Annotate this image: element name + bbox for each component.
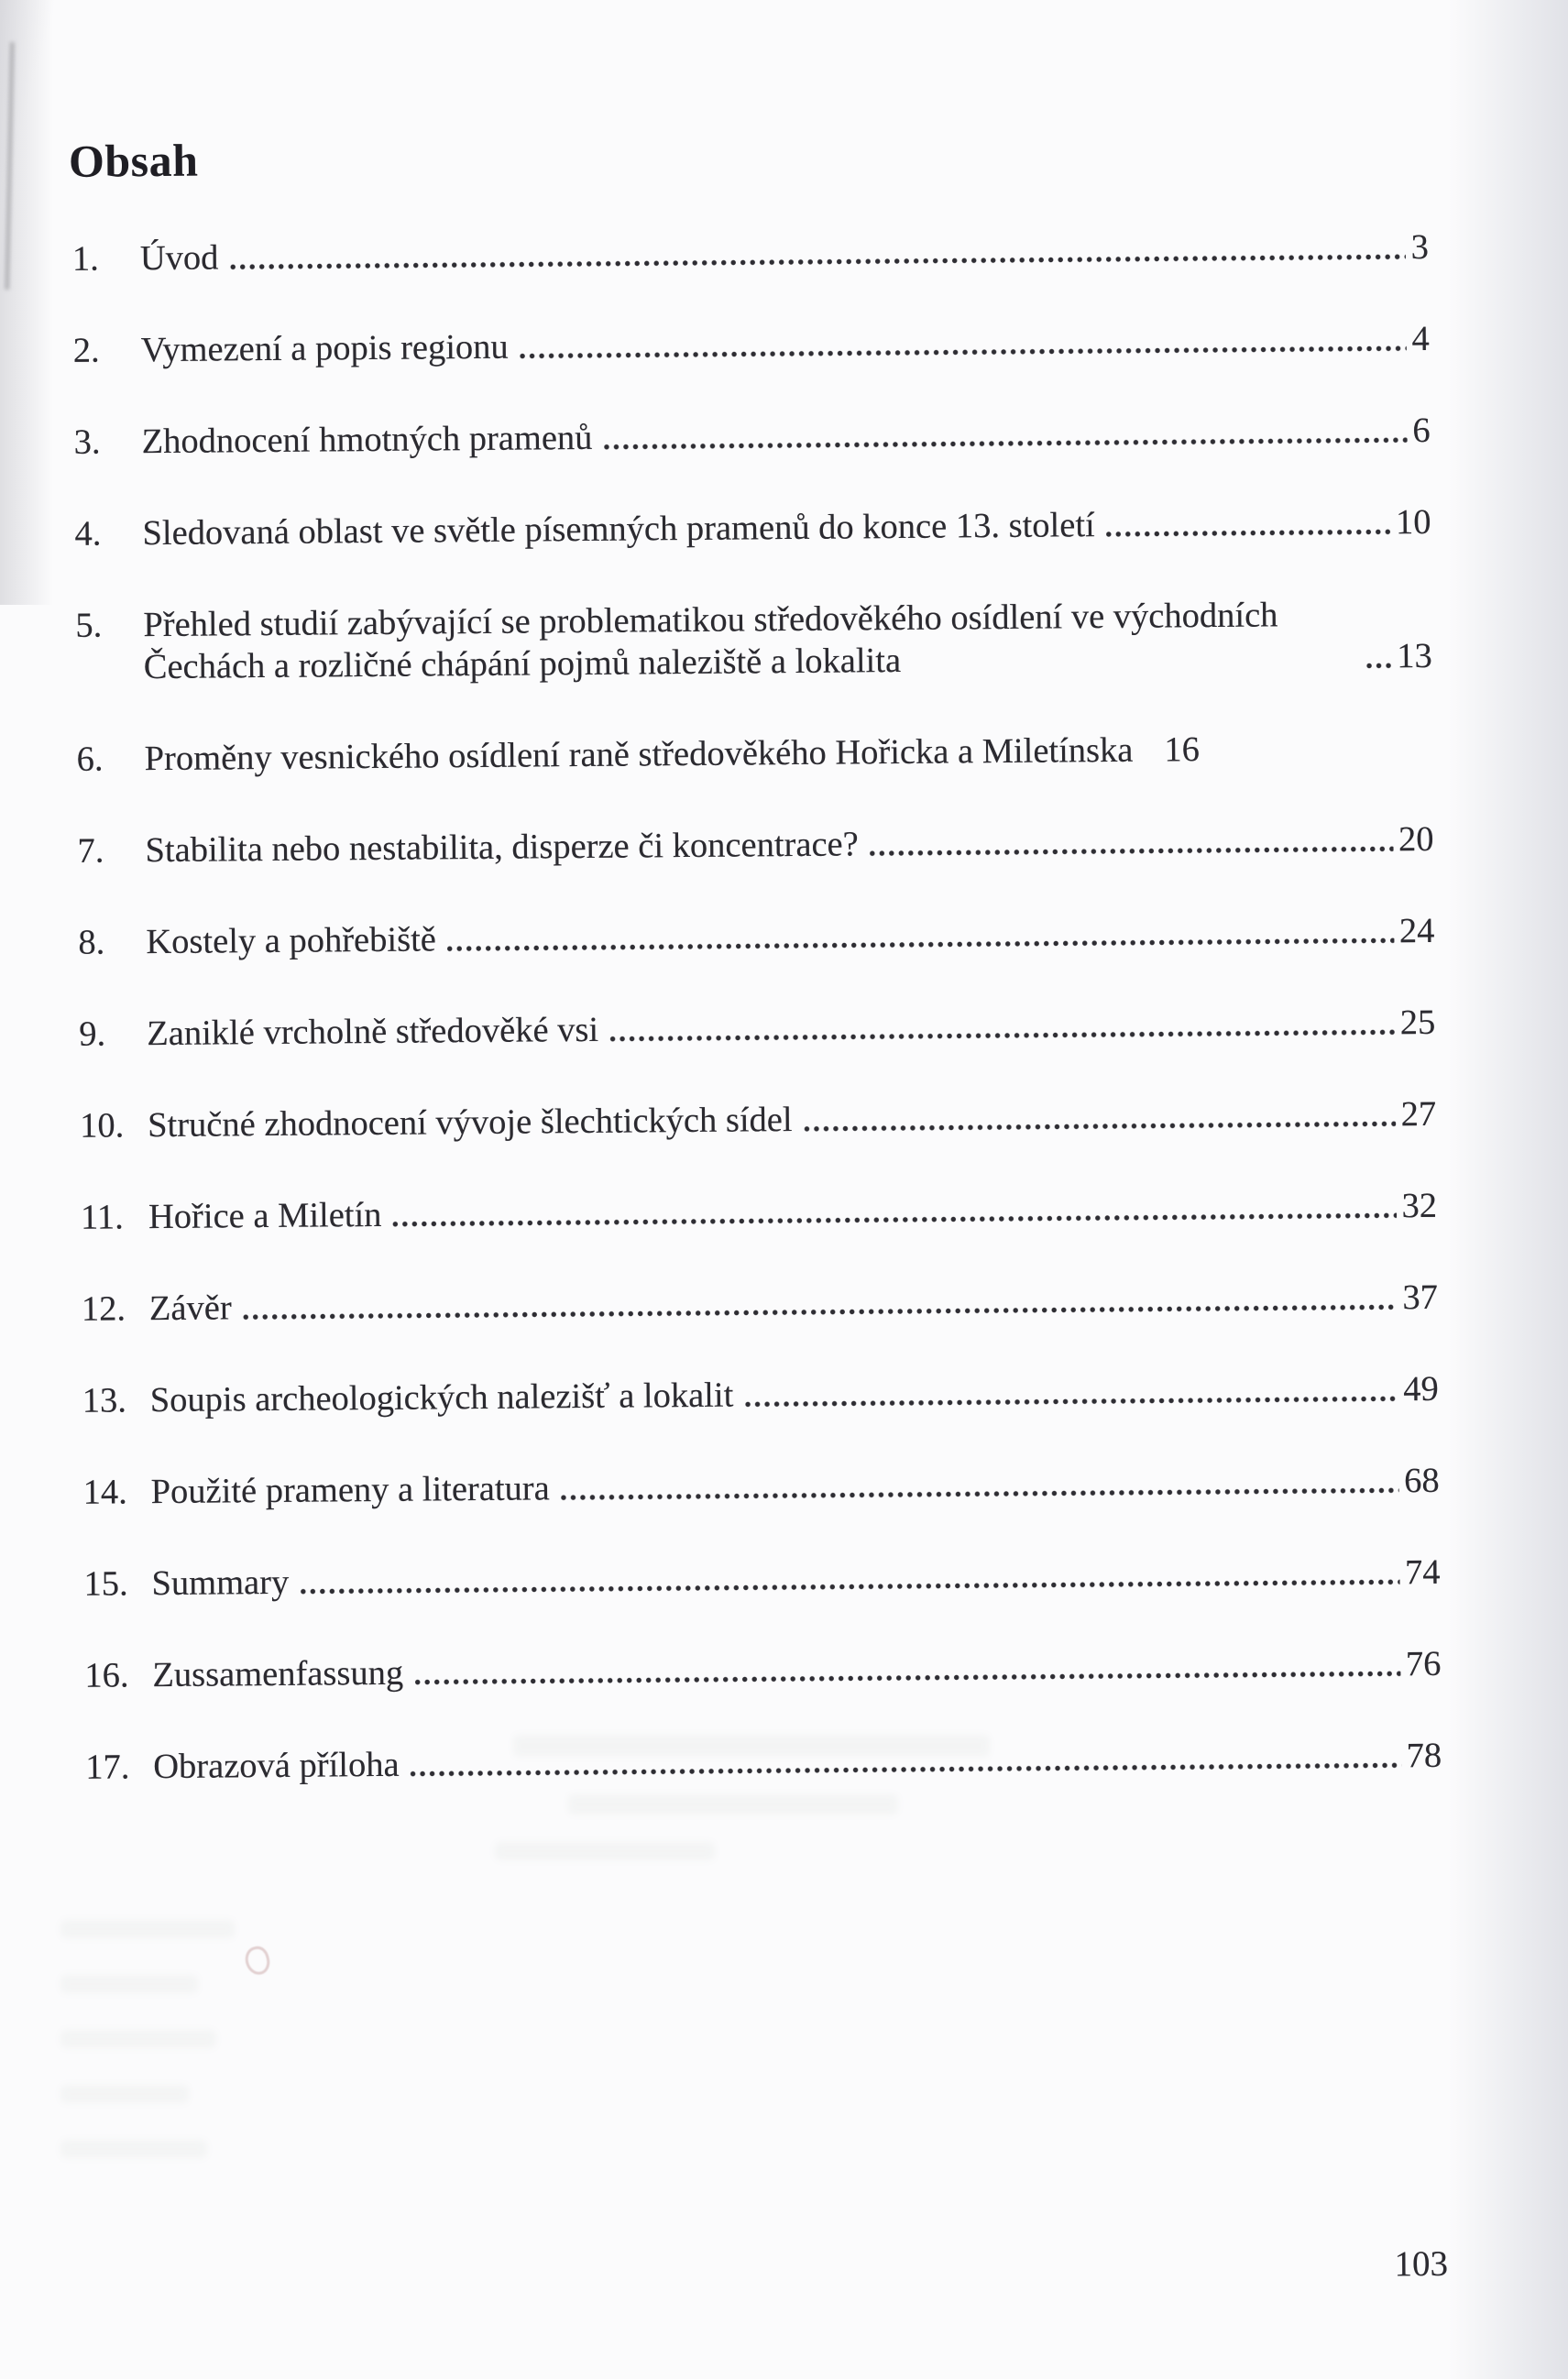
toc-entry-body bbox=[140, 226, 1429, 280]
dot-leader bbox=[1142, 754, 1158, 765]
toc-entry-number: 5. bbox=[75, 606, 103, 645]
toc-entry-number: 3. bbox=[73, 422, 101, 462]
dot-leader bbox=[1104, 526, 1390, 540]
toc-entry bbox=[80, 1093, 1436, 1147]
toc-entry-label: Zussamenfassung bbox=[152, 1653, 404, 1695]
toc-entry-label: Soupis archeologických nalezišť a lokalit bbox=[149, 1376, 734, 1420]
toc-entry-body bbox=[146, 910, 1434, 963]
toc-entry-page: 32 bbox=[1401, 1186, 1438, 1226]
toc-entry-page: 49 bbox=[1403, 1369, 1439, 1409]
toc-entry-body bbox=[150, 1368, 1439, 1421]
dot-leader bbox=[391, 1210, 1397, 1230]
toc-entry bbox=[82, 1277, 1438, 1331]
folio-page-number: 103 bbox=[1394, 2243, 1449, 2285]
toc-entry-label: Sledovaná oblast ve světle písemných pramenů do konce 13. století bbox=[142, 506, 1095, 554]
toc-entry-body bbox=[147, 1002, 1435, 1055]
dot-leader bbox=[559, 1485, 1398, 1503]
toc-entry-label: Kostely a pohřebiště bbox=[146, 920, 437, 962]
toc-entry-label: Použité prameny a literatura bbox=[150, 1469, 550, 1512]
toc-entry-label: Přehled studií zabývající se problematikou středověkého osídlení ve východních Čechách a rozličné chápání pojmů naleziště a lokalita bbox=[143, 596, 1278, 687]
dot-leader bbox=[227, 251, 1405, 272]
toc-entry bbox=[82, 1460, 1439, 1514]
toc-entry-page: 24 bbox=[1398, 911, 1435, 951]
toc-entry-number: 7. bbox=[77, 831, 104, 871]
toc-entry-label: Zaniklé vrcholně středověké vsi bbox=[147, 1010, 599, 1054]
toc-entry-body bbox=[141, 410, 1430, 463]
toc-entry-number: 15. bbox=[83, 1564, 128, 1604]
toc-entry-number: 16. bbox=[84, 1656, 129, 1695]
toc-entry-page: 27 bbox=[1400, 1094, 1437, 1135]
toc-entry-number: 8. bbox=[78, 923, 105, 962]
toc-entry bbox=[75, 593, 1432, 689]
toc-entry bbox=[72, 226, 1429, 280]
toc-entry-number: 13. bbox=[82, 1381, 127, 1420]
dot-leader bbox=[298, 1576, 1399, 1596]
toc-entry-body bbox=[150, 1460, 1439, 1513]
toc-entry-body bbox=[145, 818, 1433, 872]
dot-leader bbox=[802, 1118, 1396, 1135]
dot-leader bbox=[518, 343, 1407, 361]
toc-entry-label: Vymezení a popis regionu bbox=[140, 327, 509, 370]
toc-entry bbox=[74, 501, 1431, 555]
toc-entry-number: 17. bbox=[85, 1748, 130, 1787]
toc-entry-body bbox=[148, 1093, 1436, 1146]
toc-entry-label: Stručné zhodnocení vývoje šlechtických sídel bbox=[147, 1101, 793, 1146]
toc-entry-page: 76 bbox=[1405, 1644, 1442, 1684]
dot-leader bbox=[409, 1760, 1401, 1779]
toc-entry-label: Proměny vesnického osídlení raně středověkého Hořicka a Miletínska bbox=[144, 730, 1134, 779]
toc-entry-number: 12. bbox=[81, 1289, 126, 1329]
toc-entry-number: 1. bbox=[71, 239, 99, 279]
toc-entry-page: 68 bbox=[1403, 1461, 1440, 1501]
toc-entry-body bbox=[149, 1277, 1438, 1330]
dot-leader bbox=[601, 434, 1407, 453]
toc-entry bbox=[73, 318, 1430, 372]
toc-entry-body bbox=[141, 318, 1430, 371]
toc-entry bbox=[78, 910, 1434, 964]
toc-entry bbox=[79, 1002, 1435, 1056]
toc-entry-number: 14. bbox=[82, 1473, 127, 1512]
toc-entry-label: Stabilita nebo nestabilita, disperze či koncentrace? bbox=[145, 825, 859, 871]
toc-entry-body bbox=[148, 1185, 1437, 1238]
toc-entry-body bbox=[152, 1643, 1441, 1696]
dot-leader bbox=[868, 843, 1393, 859]
toc-entry bbox=[77, 818, 1433, 872]
toc-entry-body bbox=[142, 501, 1431, 554]
toc-entry-body bbox=[151, 1551, 1440, 1605]
toc-entry-number: 11. bbox=[80, 1198, 124, 1237]
toc-entry-body bbox=[153, 1735, 1442, 1788]
toc-entry-label: Úvod bbox=[139, 238, 219, 279]
toc-entry-page: 13 bbox=[1397, 636, 1432, 676]
toc-entry-number: 6. bbox=[76, 740, 104, 779]
toc-entry-number: 10. bbox=[79, 1106, 125, 1146]
toc-entry bbox=[81, 1185, 1437, 1239]
toc-entry-number: 4. bbox=[74, 514, 102, 554]
toc-entry-label: Summary bbox=[151, 1562, 290, 1604]
toc-entry bbox=[82, 1368, 1439, 1422]
toc-entry bbox=[73, 410, 1430, 464]
toc-entry-page: 37 bbox=[1402, 1277, 1439, 1318]
toc-entry-page: 20 bbox=[1398, 819, 1434, 860]
toc-entry-body bbox=[144, 727, 1432, 780]
toc-entry-number: 2. bbox=[72, 331, 100, 370]
toc-entry-page: 74 bbox=[1404, 1552, 1441, 1593]
toc-entry bbox=[84, 1643, 1441, 1697]
toc-entry-label: Obrazová příloha bbox=[153, 1745, 400, 1787]
toc-entry-page: 3 bbox=[1410, 227, 1430, 268]
toc-entry-number: 9. bbox=[79, 1014, 106, 1054]
toc-entry bbox=[76, 727, 1432, 781]
toc-entry-body bbox=[143, 593, 1432, 688]
toc-entry bbox=[85, 1735, 1442, 1789]
toc-entry-page: 4 bbox=[1411, 319, 1430, 359]
page-title: Obsah bbox=[68, 134, 199, 187]
dot-leader bbox=[742, 1393, 1398, 1409]
toc-entry-page: 25 bbox=[1399, 1003, 1436, 1043]
table-of-contents bbox=[72, 226, 1442, 1789]
toc-entry-label: Zhodnocení hmotných pramenů bbox=[141, 418, 593, 462]
toc-entry-label: Závěr bbox=[148, 1288, 232, 1329]
dot-leader bbox=[445, 935, 1394, 954]
toc-entry-page: 6 bbox=[1412, 411, 1431, 451]
dot-leader bbox=[412, 1668, 1400, 1687]
toc-entry bbox=[83, 1551, 1440, 1606]
dot-leader bbox=[241, 1301, 1398, 1322]
toc-entry-page: 10 bbox=[1395, 502, 1431, 543]
toc-entry-page: 16 bbox=[1164, 730, 1201, 770]
toc-entry-label: Hořice a Miletín bbox=[148, 1195, 382, 1237]
dot-leader bbox=[1364, 660, 1391, 671]
dot-leader bbox=[608, 1026, 1395, 1044]
toc-entry-page: 78 bbox=[1406, 1736, 1442, 1776]
